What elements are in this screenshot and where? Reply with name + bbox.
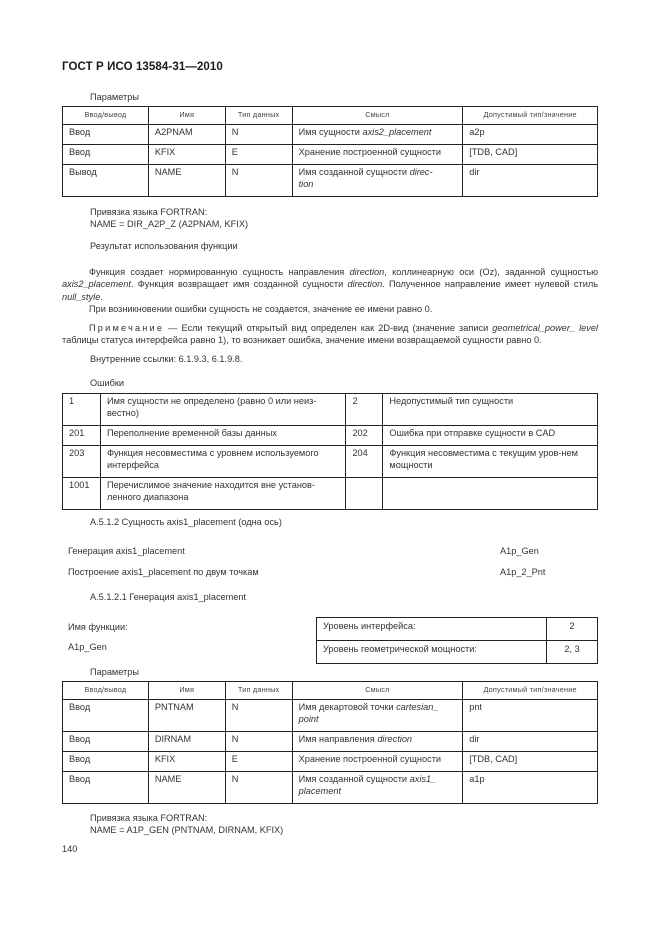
cell-name: NAME xyxy=(148,165,225,197)
cell-value: [TDB, CAD] xyxy=(463,752,598,772)
table-row xyxy=(63,732,598,752)
params-table-2 xyxy=(62,681,598,804)
error-desc: Функция несовместима с уровнем используемого интерфейса xyxy=(100,446,345,478)
fortran-label: Привязка языка FORTRAN: xyxy=(90,207,208,217)
cell-meaning: Хранение построенной сущности xyxy=(292,145,463,165)
cell-type: N xyxy=(225,165,292,197)
table-row xyxy=(317,641,598,664)
table-row xyxy=(63,394,598,426)
cell-name: KFIX xyxy=(148,145,225,165)
function-label: Генерация axis1_placement xyxy=(68,546,185,556)
cell-type: N xyxy=(225,125,292,145)
error-desc: Перечислимое значение находится вне установ-ленного диапазона xyxy=(100,478,345,510)
params-label: Параметры xyxy=(90,92,139,102)
document-title: ГОСТ Р ИСО 13584-31—2010 xyxy=(62,61,223,73)
levels-table xyxy=(316,617,598,664)
cell-type: N xyxy=(225,772,292,804)
cell-io: Ввод xyxy=(63,145,149,165)
col-header-type: Тип данных xyxy=(225,107,292,125)
errors-table xyxy=(62,393,598,510)
cell-io: Вывод xyxy=(63,165,149,197)
table-row xyxy=(63,446,598,478)
section-heading: А.5.1.2 Сущность axis1_placement (одна ось) xyxy=(90,517,282,527)
table-row xyxy=(63,700,598,732)
params-label: Параметры xyxy=(90,667,139,677)
col-header-meaning: Смысл xyxy=(292,107,463,125)
cell-type: N xyxy=(225,700,292,732)
fortran-binding xyxy=(90,812,283,837)
error-desc: Функция несовместима с текущим уров-нем мощности xyxy=(383,446,598,478)
cell-meaning: Имя направления direction xyxy=(292,732,463,752)
cell-meaning: Хранение построенной сущности xyxy=(292,752,463,772)
error-desc xyxy=(383,478,598,510)
error-code: 202 xyxy=(346,426,383,446)
fortran-call: NAME = A1P_GEN (PNTNAM, DIRNAM, KFIX) xyxy=(90,825,284,836)
fortran-label: Привязка языка FORTRAN: xyxy=(90,813,208,823)
table-row xyxy=(63,165,598,197)
level-label: Уровень геометрической мощности: xyxy=(317,641,547,664)
col-header-io: Ввод/вывод xyxy=(63,107,149,125)
cell-meaning: Имя сущности axis2_placement xyxy=(292,125,463,145)
table-row xyxy=(317,618,598,641)
error-code: 1 xyxy=(63,394,101,426)
table-header-row xyxy=(63,682,598,700)
cell-io: Ввод xyxy=(63,772,149,804)
cell-name: PNTNAM xyxy=(148,700,225,732)
errors-label: Ошибки xyxy=(90,378,125,388)
error-code xyxy=(346,478,383,510)
cell-type: E xyxy=(225,752,292,772)
col-header-name: Имя xyxy=(148,107,225,125)
cell-meaning: Имя созданной сущности direc- tion xyxy=(292,165,463,197)
cell-io: Ввод xyxy=(63,700,149,732)
cell-io: Ввод xyxy=(63,732,149,752)
table-row xyxy=(63,125,598,145)
cell-name: A2PNAM xyxy=(148,125,225,145)
page-number: 140 xyxy=(62,844,78,854)
col-header-value: Допустимый тип/значение xyxy=(463,107,598,125)
cell-type: E xyxy=(225,145,292,165)
function-code: A1p_Gen xyxy=(500,546,539,556)
function-label: Построение axis1_placement по двум точкам xyxy=(68,567,259,577)
fortran-binding xyxy=(90,206,248,231)
error-desc: Переполнение временной базы данных xyxy=(100,426,345,446)
error-code: 1001 xyxy=(63,478,101,510)
level-value: 2 xyxy=(547,618,598,641)
cell-io: Ввод xyxy=(63,752,149,772)
cell-name: DIRNAM xyxy=(148,732,225,752)
cell-io: Ввод xyxy=(63,125,149,145)
cell-value: a1p xyxy=(463,772,598,804)
cell-meaning: Имя декартовой точки cartesian_ point xyxy=(292,700,463,732)
internal-refs: Внутренние ссылки: 6.1.9.3, 6.1.9.8. xyxy=(90,354,243,364)
table-row xyxy=(63,426,598,446)
col-header-meaning: Смысл xyxy=(292,682,463,700)
cell-meaning: Имя созданной сущности axis1_ placement xyxy=(292,772,463,804)
result-label: Результат использования функции xyxy=(90,241,238,251)
error-desc: Недопустимый тип сущности xyxy=(383,394,598,426)
sub-heading: А.5.1.2.1 Генерация axis1_placement xyxy=(90,592,247,602)
function-name-label: Имя функции: xyxy=(68,622,128,632)
function-name-value: A1p_Gen xyxy=(68,642,107,652)
error-code: 201 xyxy=(63,426,101,446)
error-desc: Имя сущности не определено (равно 0 или неиз-вестно) xyxy=(100,394,345,426)
fortran-call: NAME = DIR_A2P_Z (A2PNAM, KFIX) xyxy=(90,219,249,230)
cell-value: dir xyxy=(463,165,598,197)
table-row xyxy=(63,772,598,804)
col-header-io: Ввод/вывод xyxy=(63,682,149,700)
col-header-value: Допустимый тип/значение xyxy=(463,682,598,700)
cell-type: N xyxy=(225,732,292,752)
error-desc: Ошибка при отправке сущности в CAD xyxy=(383,426,598,446)
note-paragraph: Примечание — Если текущий открытый вид определен как 2D-вид (значение записи geometrical_power_ level таблицы статуса интерфейса равно 1), то возникает ошибка, значение имени возвращаемой сущности равно 0. xyxy=(62,323,598,346)
cell-value: pnt xyxy=(463,700,598,732)
error-code: 203 xyxy=(63,446,101,478)
function-code: A1p_2_Pnt xyxy=(500,567,546,577)
cell-value: dir xyxy=(463,732,598,752)
table-header-row xyxy=(63,107,598,125)
table-row xyxy=(63,145,598,165)
error-code: 204 xyxy=(346,446,383,478)
table-row xyxy=(63,478,598,510)
level-label: Уровень интерфейса: xyxy=(317,618,547,641)
cell-name: NAME xyxy=(148,772,225,804)
col-header-name: Имя xyxy=(148,682,225,700)
table-row xyxy=(63,752,598,772)
level-value: 2, 3 xyxy=(547,641,598,664)
description-paragraph: Функция создает нормированную сущность направления direction, коллинеарную оси (Oz), заданной сущностью axis2_placement. Функция возвращает имя созданной сущности direction. Полученное направление имеет нулевой стиль null_style. xyxy=(62,267,598,302)
cell-value: a2p xyxy=(463,125,598,145)
error-paragraph: При возникновении ошибки сущность не создается, значение ее имени равно 0. xyxy=(89,304,433,314)
params-table-1 xyxy=(62,106,598,197)
cell-name: KFIX xyxy=(148,752,225,772)
cell-value: [TDB, CAD] xyxy=(463,145,598,165)
col-header-type: Тип данных xyxy=(225,682,292,700)
error-code: 2 xyxy=(346,394,383,426)
